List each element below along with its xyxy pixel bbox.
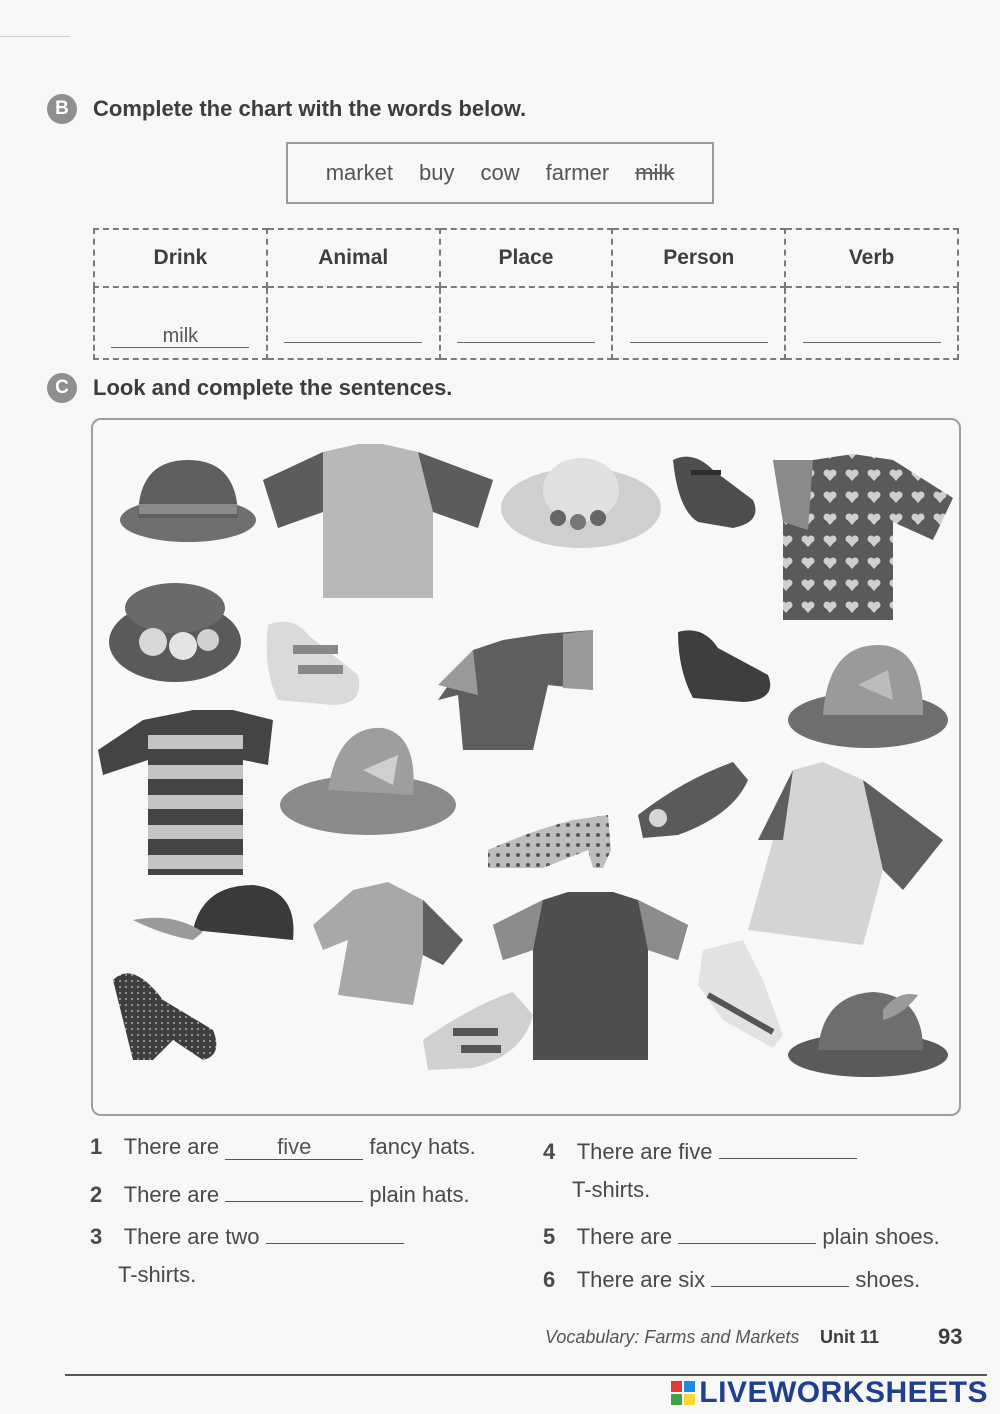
answer-drink[interactable]: milk bbox=[111, 325, 249, 348]
sentence-6-end: shoes. bbox=[855, 1267, 921, 1292]
sentence-3-continued: T-shirts. bbox=[118, 1262, 197, 1287]
sentence-3-text: There are two bbox=[123, 1224, 260, 1249]
word-buy: buy bbox=[418, 160, 455, 185]
sentence-1-answer[interactable]: five bbox=[225, 1135, 363, 1160]
sentence-3-answer[interactable] bbox=[266, 1219, 404, 1244]
sentence-5 bbox=[543, 1219, 940, 1250]
word-market: market bbox=[325, 160, 393, 185]
header-drink: Drink bbox=[94, 229, 267, 287]
answer-place[interactable] bbox=[457, 320, 595, 343]
sentence-5-text: There are bbox=[576, 1224, 673, 1249]
footer-subject: Vocabulary: Farms and Markets bbox=[545, 1327, 800, 1347]
sentence-6-text: There are six bbox=[576, 1267, 706, 1292]
sentence-3-number: 3 bbox=[90, 1224, 103, 1249]
oxford-shoe-icon bbox=[678, 630, 770, 702]
sentence-4-number: 4 bbox=[543, 1139, 556, 1164]
sentence-1-number: 1 bbox=[90, 1134, 103, 1159]
polka-dot-heel-icon bbox=[488, 815, 611, 868]
answer-animal[interactable] bbox=[284, 320, 422, 343]
header-person: Person bbox=[612, 229, 785, 287]
sentence-6-number: 6 bbox=[543, 1267, 556, 1292]
sentence-6 bbox=[543, 1262, 920, 1293]
high-top-sneaker-icon bbox=[698, 940, 783, 1048]
vocabulary-chart bbox=[93, 228, 959, 360]
baseball-cap-icon bbox=[133, 885, 294, 940]
white-raglan-tshirt-icon bbox=[748, 762, 943, 945]
section-b-badge: B bbox=[47, 94, 77, 124]
sentence-6-answer[interactable] bbox=[711, 1262, 849, 1287]
top-rule bbox=[0, 36, 70, 37]
flower-flat-shoe-icon bbox=[638, 762, 748, 838]
sentence-3 bbox=[90, 1219, 404, 1250]
sentence-2-text: There are bbox=[123, 1182, 220, 1207]
sentence-5-answer[interactable] bbox=[678, 1219, 816, 1244]
sentence-4-continued: T-shirts. bbox=[572, 1177, 651, 1202]
sentence-2 bbox=[90, 1177, 470, 1208]
wide-brim-hat-bow-icon bbox=[280, 728, 456, 835]
sentence-5-number: 5 bbox=[543, 1224, 556, 1249]
header-verb: Verb bbox=[785, 229, 958, 287]
word-farmer: farmer bbox=[545, 160, 610, 185]
header-animal: Animal bbox=[267, 229, 440, 287]
answer-person[interactable] bbox=[630, 320, 768, 343]
floppy-hat-bow-icon bbox=[788, 645, 948, 748]
sentence-1-text: There are bbox=[123, 1134, 220, 1159]
section-c-title: Look and complete the sentences. bbox=[93, 375, 453, 400]
mary-jane-shoe-icon bbox=[673, 457, 756, 528]
sentence-1-end: fancy hats. bbox=[369, 1134, 476, 1159]
header-place: Place bbox=[440, 229, 613, 287]
section-b-title: Complete the chart with the words below. bbox=[93, 96, 527, 121]
word-bank bbox=[286, 142, 714, 204]
flower-bucket-hat-icon bbox=[109, 583, 241, 682]
kids-sneaker-icon bbox=[423, 992, 533, 1070]
brand-logo-icon bbox=[671, 1381, 695, 1405]
sentence-2-end: plain hats. bbox=[369, 1182, 470, 1207]
brand-name: LIVEWORKSHEETS bbox=[699, 1376, 988, 1409]
answer-verb[interactable] bbox=[803, 320, 941, 343]
sentence-1 bbox=[90, 1134, 476, 1160]
clothing-picture-box bbox=[91, 418, 961, 1116]
liveworksheets-brand[interactable] bbox=[671, 1376, 988, 1410]
heart-pattern-tshirt-icon bbox=[773, 454, 953, 620]
sentence-4-text: There are five bbox=[576, 1139, 713, 1164]
word-cow: cow bbox=[480, 160, 520, 185]
bowler-hat-icon bbox=[120, 460, 256, 542]
sentence-4 bbox=[543, 1134, 857, 1165]
high-heel-icon bbox=[113, 973, 216, 1060]
sun-hat-flowers-icon bbox=[501, 458, 661, 548]
footer-unit: Unit 11 bbox=[820, 1327, 880, 1347]
sentence-2-number: 2 bbox=[90, 1182, 103, 1207]
page-number: 93 bbox=[938, 1324, 963, 1349]
fedora-feather-icon bbox=[788, 992, 948, 1077]
sentence-2-answer[interactable] bbox=[225, 1177, 363, 1202]
small-tshirt-icon bbox=[313, 882, 463, 1005]
striped-tshirt-icon bbox=[98, 710, 273, 875]
sentence-5-end: plain shoes. bbox=[822, 1224, 940, 1249]
plain-tshirt-icon bbox=[263, 444, 493, 598]
clothing-illustration bbox=[93, 420, 959, 1114]
section-c-badge: C bbox=[47, 373, 77, 403]
baby-sneaker-icon bbox=[267, 622, 360, 705]
raglan-tshirt-icon bbox=[438, 630, 593, 750]
word-milk-crossed: milk bbox=[635, 160, 675, 185]
sentence-4-answer[interactable] bbox=[719, 1134, 857, 1159]
